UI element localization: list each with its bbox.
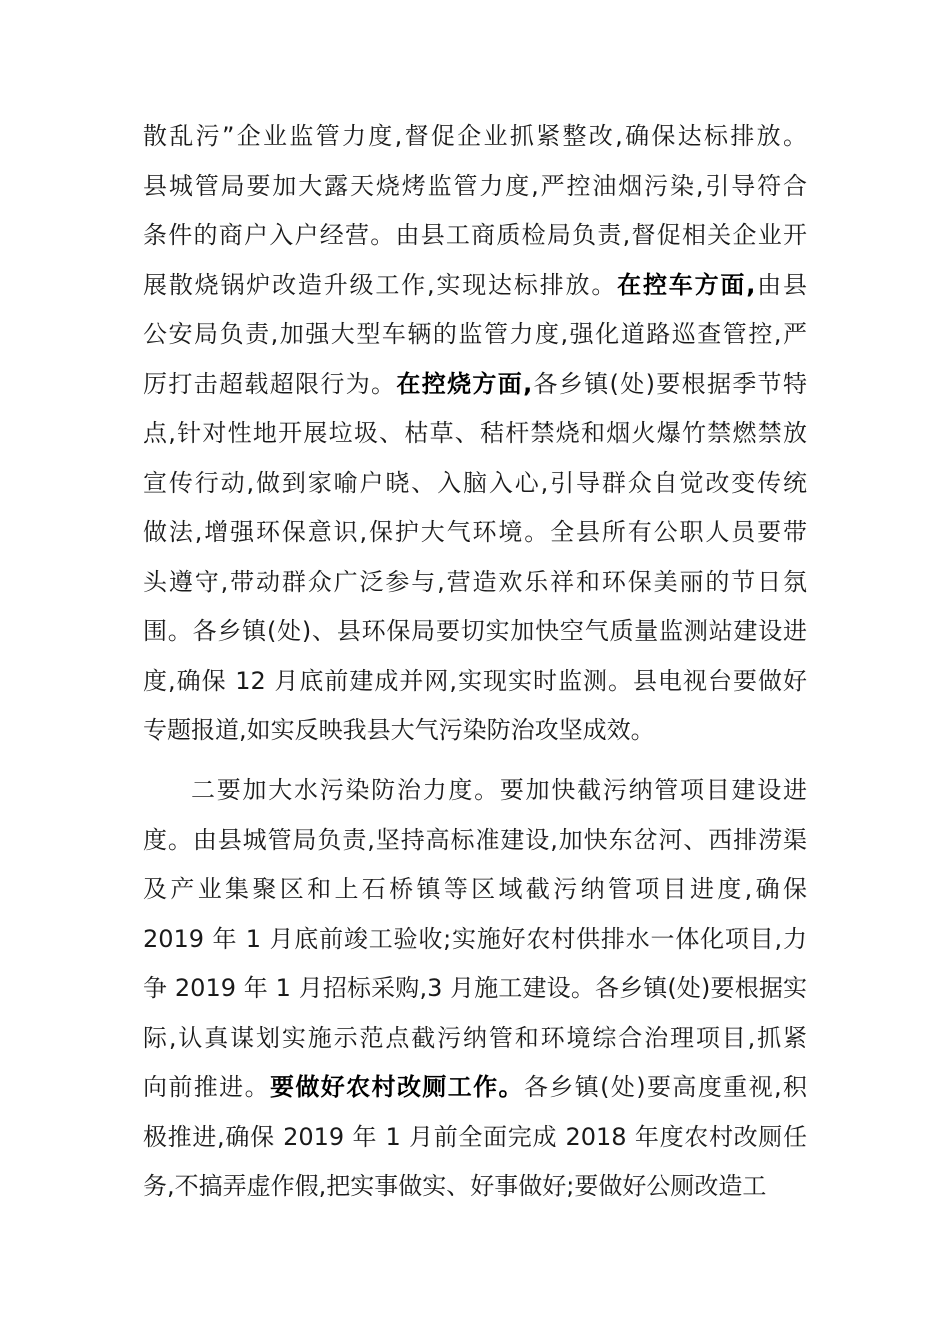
text-line bbox=[143, 112, 807, 162]
text-run: 县城管局要加大露天烧烤监管力度,严控油烟污染,引导符合 bbox=[143, 171, 807, 200]
text-run: 宣传行动,做到家喻户晓、入脑入心,引导群众自觉改变传统 bbox=[143, 468, 807, 497]
text-line bbox=[143, 964, 807, 1014]
text-line bbox=[143, 558, 807, 608]
paragraph-water-pollution bbox=[143, 766, 807, 1212]
text-line bbox=[143, 706, 807, 756]
text-run: 度。由县城管局负责,坚持高标准建设,加快东岔河、西排涝渠 bbox=[143, 825, 807, 854]
text-run: 由县 bbox=[755, 270, 807, 299]
text-run: 专题报道,如实反映我县大气污染防治攻坚成效。 bbox=[143, 716, 655, 744]
text-line bbox=[143, 459, 807, 509]
text-run: 公安局负责,加强大型车辆的监管力度,强化道路巡查管控,严 bbox=[143, 320, 807, 348]
text-run: 厉打击超载超限行为。 bbox=[143, 369, 397, 398]
text-line bbox=[143, 657, 807, 707]
text-run: 争 2019 年 1 月招标采购,3 月施工建设。各乡镇(处)要根据实 bbox=[143, 974, 807, 1002]
text-run: 极推进,确保 2019 年 1 月前全面完成 2018 年度农村改厕任 bbox=[143, 1122, 807, 1151]
text-line bbox=[143, 1063, 807, 1113]
text-run: 做法,增强环保意识,保护大气环境。全县所有公职人员要带 bbox=[143, 518, 807, 546]
bold-phrase: 在控烧方面, bbox=[396, 369, 533, 398]
text-line bbox=[143, 607, 807, 657]
text-line bbox=[143, 1014, 807, 1064]
text-line bbox=[143, 409, 807, 459]
text-run: 际,认真谋划实施示范点截污纳管和环境综合治理项目,抓紧 bbox=[143, 1023, 807, 1052]
text-line bbox=[143, 508, 807, 558]
text-run: 展散烧锅炉改造升级工作,实现达标排放。 bbox=[143, 270, 618, 299]
text-run: 散乱污”企业监管力度,督促企业抓紧整改,确保达标排放。 bbox=[143, 122, 807, 150]
text-run: 向前推进。 bbox=[143, 1073, 270, 1101]
text-run: 度,确保 12 月底前建成并网,实现实时监测。县电视台要做好 bbox=[143, 666, 807, 695]
text-run: 及产业集聚区和上石桥镇等区域截污纳管项目进度,确保 bbox=[143, 875, 807, 903]
text-run: 务,不搞弄虚作假,把实事做实、好事做好;要做好公厕改造工 bbox=[143, 1172, 767, 1200]
text-run: 围。各乡镇(处)、县环保局要切实加快空气质量监测站建设进 bbox=[143, 617, 807, 645]
bold-phrase: 要做好农村改厕工作。 bbox=[269, 1073, 524, 1101]
text-run: 点,针对性地开展垃圾、枯草、秸杆禁烧和烟火爆竹禁燃禁放 bbox=[143, 419, 807, 447]
paragraph-air-pollution bbox=[143, 112, 807, 756]
text-line bbox=[143, 816, 807, 866]
text-line bbox=[143, 915, 807, 965]
text-run: 各乡镇(处)要根据季节特 bbox=[532, 369, 807, 398]
text-line bbox=[143, 310, 807, 360]
text-line bbox=[143, 1113, 807, 1163]
text-line bbox=[143, 360, 807, 410]
text-line bbox=[143, 162, 807, 212]
text-run: 各乡镇(处)要高度重视,积 bbox=[523, 1073, 807, 1101]
text-run: 条件的商户入户经营。由县工商质检局负责,督促相关企业开 bbox=[143, 221, 807, 249]
text-line bbox=[143, 766, 807, 816]
text-run: 2019 年 1 月底前竣工验收;实施好农村供排水一体化项目,力 bbox=[143, 924, 807, 953]
text-line bbox=[143, 211, 807, 261]
text-run: 二要加大水污染防治力度。要加快截污纳管项目建设进 bbox=[191, 776, 807, 804]
text-line bbox=[143, 1162, 807, 1212]
text-line bbox=[143, 261, 807, 311]
text-run: 头遵守,带动群众广泛参与,营造欢乐祥和环保美丽的节日氛 bbox=[143, 567, 807, 596]
bold-phrase: 在控车方面, bbox=[617, 270, 756, 299]
text-line bbox=[143, 865, 807, 915]
